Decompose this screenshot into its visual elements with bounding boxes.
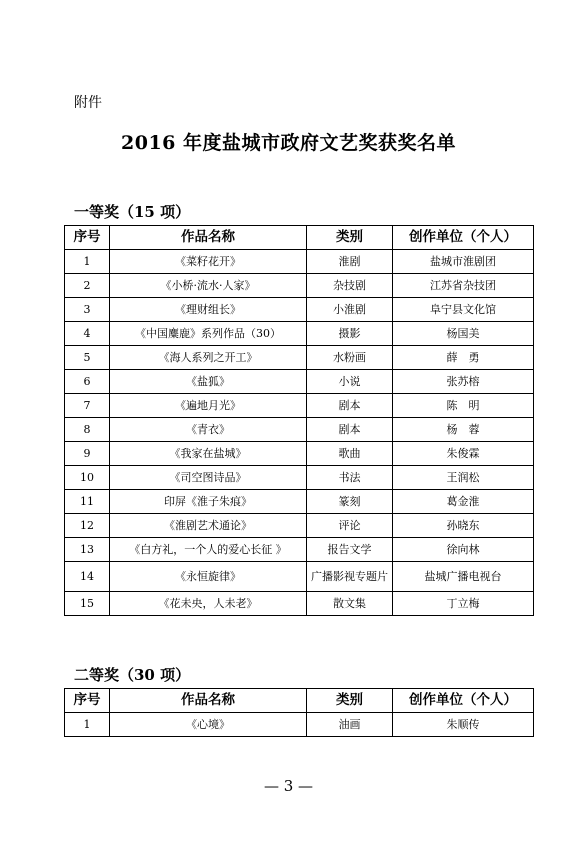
cell-number: 2: [65, 274, 110, 298]
header-category: 类别: [307, 689, 393, 713]
cell-work-name: 《永恒旋律》: [110, 562, 307, 592]
cell-category: 歌曲: [307, 442, 393, 466]
header-number: 序号: [65, 226, 110, 250]
cell-number: 1: [65, 250, 110, 274]
cell-creator: 陈 明: [393, 394, 534, 418]
cell-number: 3: [65, 298, 110, 322]
table-row: [65, 538, 534, 562]
cell-category: 评论: [307, 514, 393, 538]
cell-work-name: 《中国麋鹿》系列作品（30）: [110, 322, 307, 346]
table-header-row: [65, 689, 534, 713]
table-row: [65, 250, 534, 274]
cell-number: 7: [65, 394, 110, 418]
cell-creator: 薛 勇: [393, 346, 534, 370]
cell-work-name: 《我家在盐城》: [110, 442, 307, 466]
table-row: [65, 442, 534, 466]
page-number: — 3 —: [263, 777, 314, 795]
table-row: [65, 713, 534, 737]
cell-work-name: 《司空图诗品》: [110, 466, 307, 490]
attachment-label: 附件: [74, 95, 102, 111]
table-row: [65, 370, 534, 394]
cell-creator: 盐城广播电视台: [393, 562, 534, 592]
cell-creator: 盐城市淮剧团: [393, 250, 534, 274]
cell-category: 小说: [307, 370, 393, 394]
table-row: [65, 298, 534, 322]
table-row: [65, 562, 534, 592]
header-creator: 创作单位（个人）: [393, 226, 534, 250]
cell-creator: 丁立梅: [393, 592, 534, 616]
table-header-row: [65, 226, 534, 250]
header-work-name: 作品名称: [110, 689, 307, 713]
header-category: 类别: [307, 226, 393, 250]
table-row: [65, 490, 534, 514]
cell-creator: 朱俊霖: [393, 442, 534, 466]
cell-category: 杂技剧: [307, 274, 393, 298]
cell-work-name: 《菜籽花开》: [110, 250, 307, 274]
cell-work-name: 《小桥·流水·人家》: [110, 274, 307, 298]
document-title: 2016 年度盐城市政府文艺奖获奖名单: [121, 132, 456, 154]
cell-category: 散文集: [307, 592, 393, 616]
second-prize-table: [64, 688, 534, 737]
cell-creator: 阜宁县文化馆: [393, 298, 534, 322]
cell-creator: 朱顺传: [393, 713, 534, 737]
cell-creator: 孙晓东: [393, 514, 534, 538]
table-row: [65, 322, 534, 346]
cell-number: 4: [65, 322, 110, 346]
cell-number: 10: [65, 466, 110, 490]
table-row: [65, 592, 534, 616]
header-work-name: 作品名称: [110, 226, 307, 250]
cell-creator: 杨 蓉: [393, 418, 534, 442]
cell-number: 11: [65, 490, 110, 514]
cell-work-name: 《理财组长》: [110, 298, 307, 322]
cell-number: 9: [65, 442, 110, 466]
cell-creator: 张苏榕: [393, 370, 534, 394]
cell-work-name: 《青衣》: [110, 418, 307, 442]
table-row: [65, 466, 534, 490]
cell-number: 12: [65, 514, 110, 538]
cell-category: 小淮剧: [307, 298, 393, 322]
cell-number: 8: [65, 418, 110, 442]
table-row: [65, 514, 534, 538]
cell-number: 6: [65, 370, 110, 394]
cell-creator: 徐向林: [393, 538, 534, 562]
table-row: [65, 274, 534, 298]
cell-category: 淮剧: [307, 250, 393, 274]
cell-number: 14: [65, 562, 110, 592]
cell-number: 5: [65, 346, 110, 370]
cell-work-name: 《遍地月光》: [110, 394, 307, 418]
second-prize-heading: 二等奖（30 项）: [74, 666, 191, 684]
cell-work-name: 《花未央，人未老》: [110, 592, 307, 616]
cell-work-name: 《心境》: [110, 713, 307, 737]
header-number: 序号: [65, 689, 110, 713]
header-creator: 创作单位（个人）: [393, 689, 534, 713]
cell-creator: 葛金淮: [393, 490, 534, 514]
cell-number: 15: [65, 592, 110, 616]
cell-category: 剧本: [307, 394, 393, 418]
cell-creator: 王润松: [393, 466, 534, 490]
cell-creator: 杨国美: [393, 322, 534, 346]
cell-work-name: 《盐狐》: [110, 370, 307, 394]
table-row: [65, 418, 534, 442]
cell-work-name: 《白方礼，一个人的爱心长征 》: [110, 538, 307, 562]
cell-category: 篆刻: [307, 490, 393, 514]
table-row: [65, 346, 534, 370]
cell-category: 水粉画: [307, 346, 393, 370]
first-prize-table: [64, 225, 534, 616]
first-prize-heading: 一等奖（15 项）: [74, 203, 191, 221]
cell-category: 摄影: [307, 322, 393, 346]
cell-number: 13: [65, 538, 110, 562]
cell-category: 油画: [307, 713, 393, 737]
cell-category: 剧本: [307, 418, 393, 442]
cell-work-name: 《淮剧艺术通论》: [110, 514, 307, 538]
cell-creator: 江苏省杂技团: [393, 274, 534, 298]
cell-work-name: 印屏《淮子朱痕》: [110, 490, 307, 514]
cell-work-name: 《海人系列之开工》: [110, 346, 307, 370]
cell-category: 报告文学: [307, 538, 393, 562]
cell-category: 书法: [307, 466, 393, 490]
table-row: [65, 394, 534, 418]
cell-category: 广播影视专题片: [307, 562, 393, 592]
cell-number: 1: [65, 713, 110, 737]
